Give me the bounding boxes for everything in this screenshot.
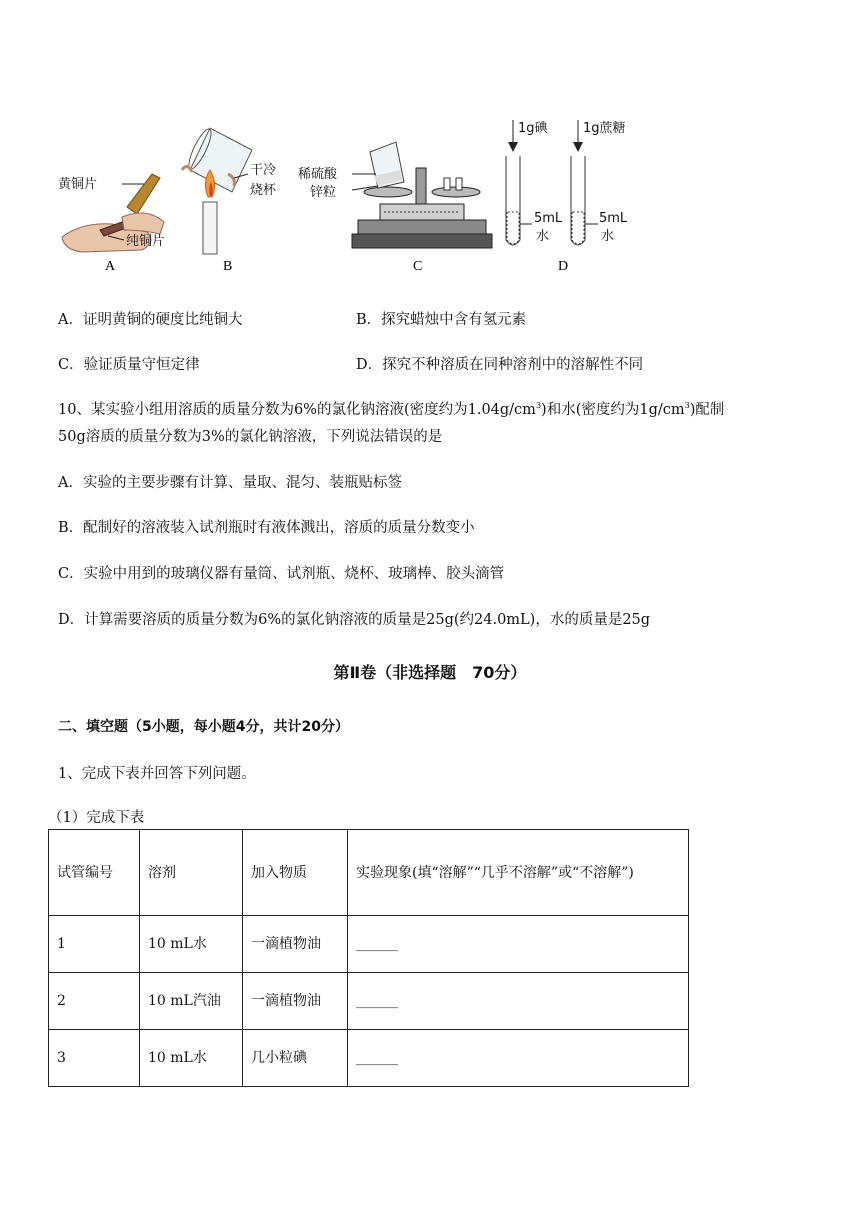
q10-stem-part2: )和水(密度约为1g/cm <box>541 402 685 418</box>
figure-d-left-vol: 5mL <box>534 211 563 226</box>
q9-option-c: C．验证质量守恒定律 <box>58 357 200 373</box>
figure-b-label-2: 烧杯 <box>250 183 277 198</box>
table-header-cell: 试管编号 <box>49 830 140 916</box>
figure-c-label-2: 锌粒 <box>310 185 337 200</box>
table-cell-blank[interactable]: ______ <box>348 916 689 973</box>
q1-part1: （1）完成下表 <box>48 810 145 826</box>
figure-a-label-top: 黄铜片 <box>58 177 98 192</box>
q1-stem: 1、完成下表并回答下列问题。 <box>58 766 256 782</box>
table-header-row <box>49 830 689 916</box>
table-cell-substance: 一滴植物油 <box>243 973 348 1030</box>
table-cell-id: 2 <box>49 973 140 1030</box>
table-header-cell: 实验现象(填“溶解”“几乎不溶解”或“不溶解”) <box>348 830 689 916</box>
q10-option-a: A．实验的主要步骤有计算、量取、混匀、装瓶贴标签 <box>58 475 402 491</box>
section2-title: 第Ⅱ卷（非选择题 70分） <box>333 663 527 682</box>
table-cell-solvent: 10 mL水 <box>140 1030 243 1087</box>
table-cell-substance: 一滴植物油 <box>243 916 348 973</box>
q9-option-b: B．探究蜡烛中含有氢元素 <box>356 312 527 328</box>
figure-c-label-1: 稀硫酸 <box>298 167 338 182</box>
fill-section-title: 二、填空题（5小题，每小题4分，共计20分） <box>58 719 349 735</box>
q9-option-a: A．证明黄铜的硬度比纯铜大 <box>58 312 243 328</box>
figure-d-right-vol: 5mL <box>599 211 628 226</box>
q10-stem-part3: )配制 <box>689 402 725 418</box>
table-header-cell: 溶剂 <box>140 830 243 916</box>
figure-a-brass-copper-scratch <box>58 174 165 274</box>
q10-option-c: C．实验中用到的玻璃仪器有量筒、试剂瓶、烧杯、玻璃棒、胶头滴管 <box>58 566 505 582</box>
figure-c-caption: C <box>413 259 423 274</box>
table-cell-id: 1 <box>49 916 140 973</box>
figure-d-right-add: 1g蔗糖 <box>583 121 626 136</box>
table-cell-blank[interactable]: ______ <box>348 973 689 1030</box>
figure-b-caption: B <box>223 259 233 274</box>
table-cell-solvent: 10 mL汽油 <box>140 973 243 1030</box>
experiment-table <box>48 829 689 1087</box>
table-cell-solvent: 10 mL水 <box>140 916 243 973</box>
q10-option-b: B．配制好的溶液装入试剂瓶时有液体溅出，溶质的质量分数变小 <box>58 520 475 536</box>
table-cell-blank[interactable]: ______ <box>348 1030 689 1087</box>
table-cell-substance: 几小粒碘 <box>243 1030 348 1087</box>
q10-sup1: 3 <box>535 401 542 411</box>
q9-option-d: D．探究不种溶质在同种溶剂中的溶解性不同 <box>356 357 644 373</box>
q10-sup2: 3 <box>684 401 690 411</box>
figure-c-balance-scale <box>298 142 492 274</box>
q10-stem-line1 <box>58 398 724 419</box>
figure-a-label-bottom: 纯铜片 <box>126 234 166 249</box>
figure-d-right-liq: 水 <box>601 229 615 244</box>
q10-stem-line2: 50g溶质的质量分数为3%的氯化钠溶液，下列说法错误的是 <box>58 429 443 445</box>
table-row <box>49 1030 689 1087</box>
figure-b-label-1: 干冷 <box>250 163 277 178</box>
figure-d-caption: D <box>558 259 569 274</box>
figure-d-left-liq: 水 <box>536 229 550 244</box>
table-cell-id: 3 <box>49 1030 140 1087</box>
experiment-figure <box>52 112 652 277</box>
figure-d-test-tubes <box>506 120 628 274</box>
table-header-cell: 加入物质 <box>243 830 348 916</box>
table-row <box>49 973 689 1030</box>
figure-a-caption: A <box>105 259 116 274</box>
q10-stem-part1: 10、某实验小组用溶质的质量分数为6%的氯化钠溶液(密度约为1.04g/cm <box>58 402 536 418</box>
figure-d-left-add: 1g碘 <box>518 121 548 136</box>
q10-option-d: D．计算需要溶质的质量分数为6%的氯化钠溶液的质量是25g(约24.0mL)，水的质量是25g <box>58 612 651 628</box>
figure-b-candle-beaker <box>182 127 277 274</box>
table-row <box>49 916 689 973</box>
